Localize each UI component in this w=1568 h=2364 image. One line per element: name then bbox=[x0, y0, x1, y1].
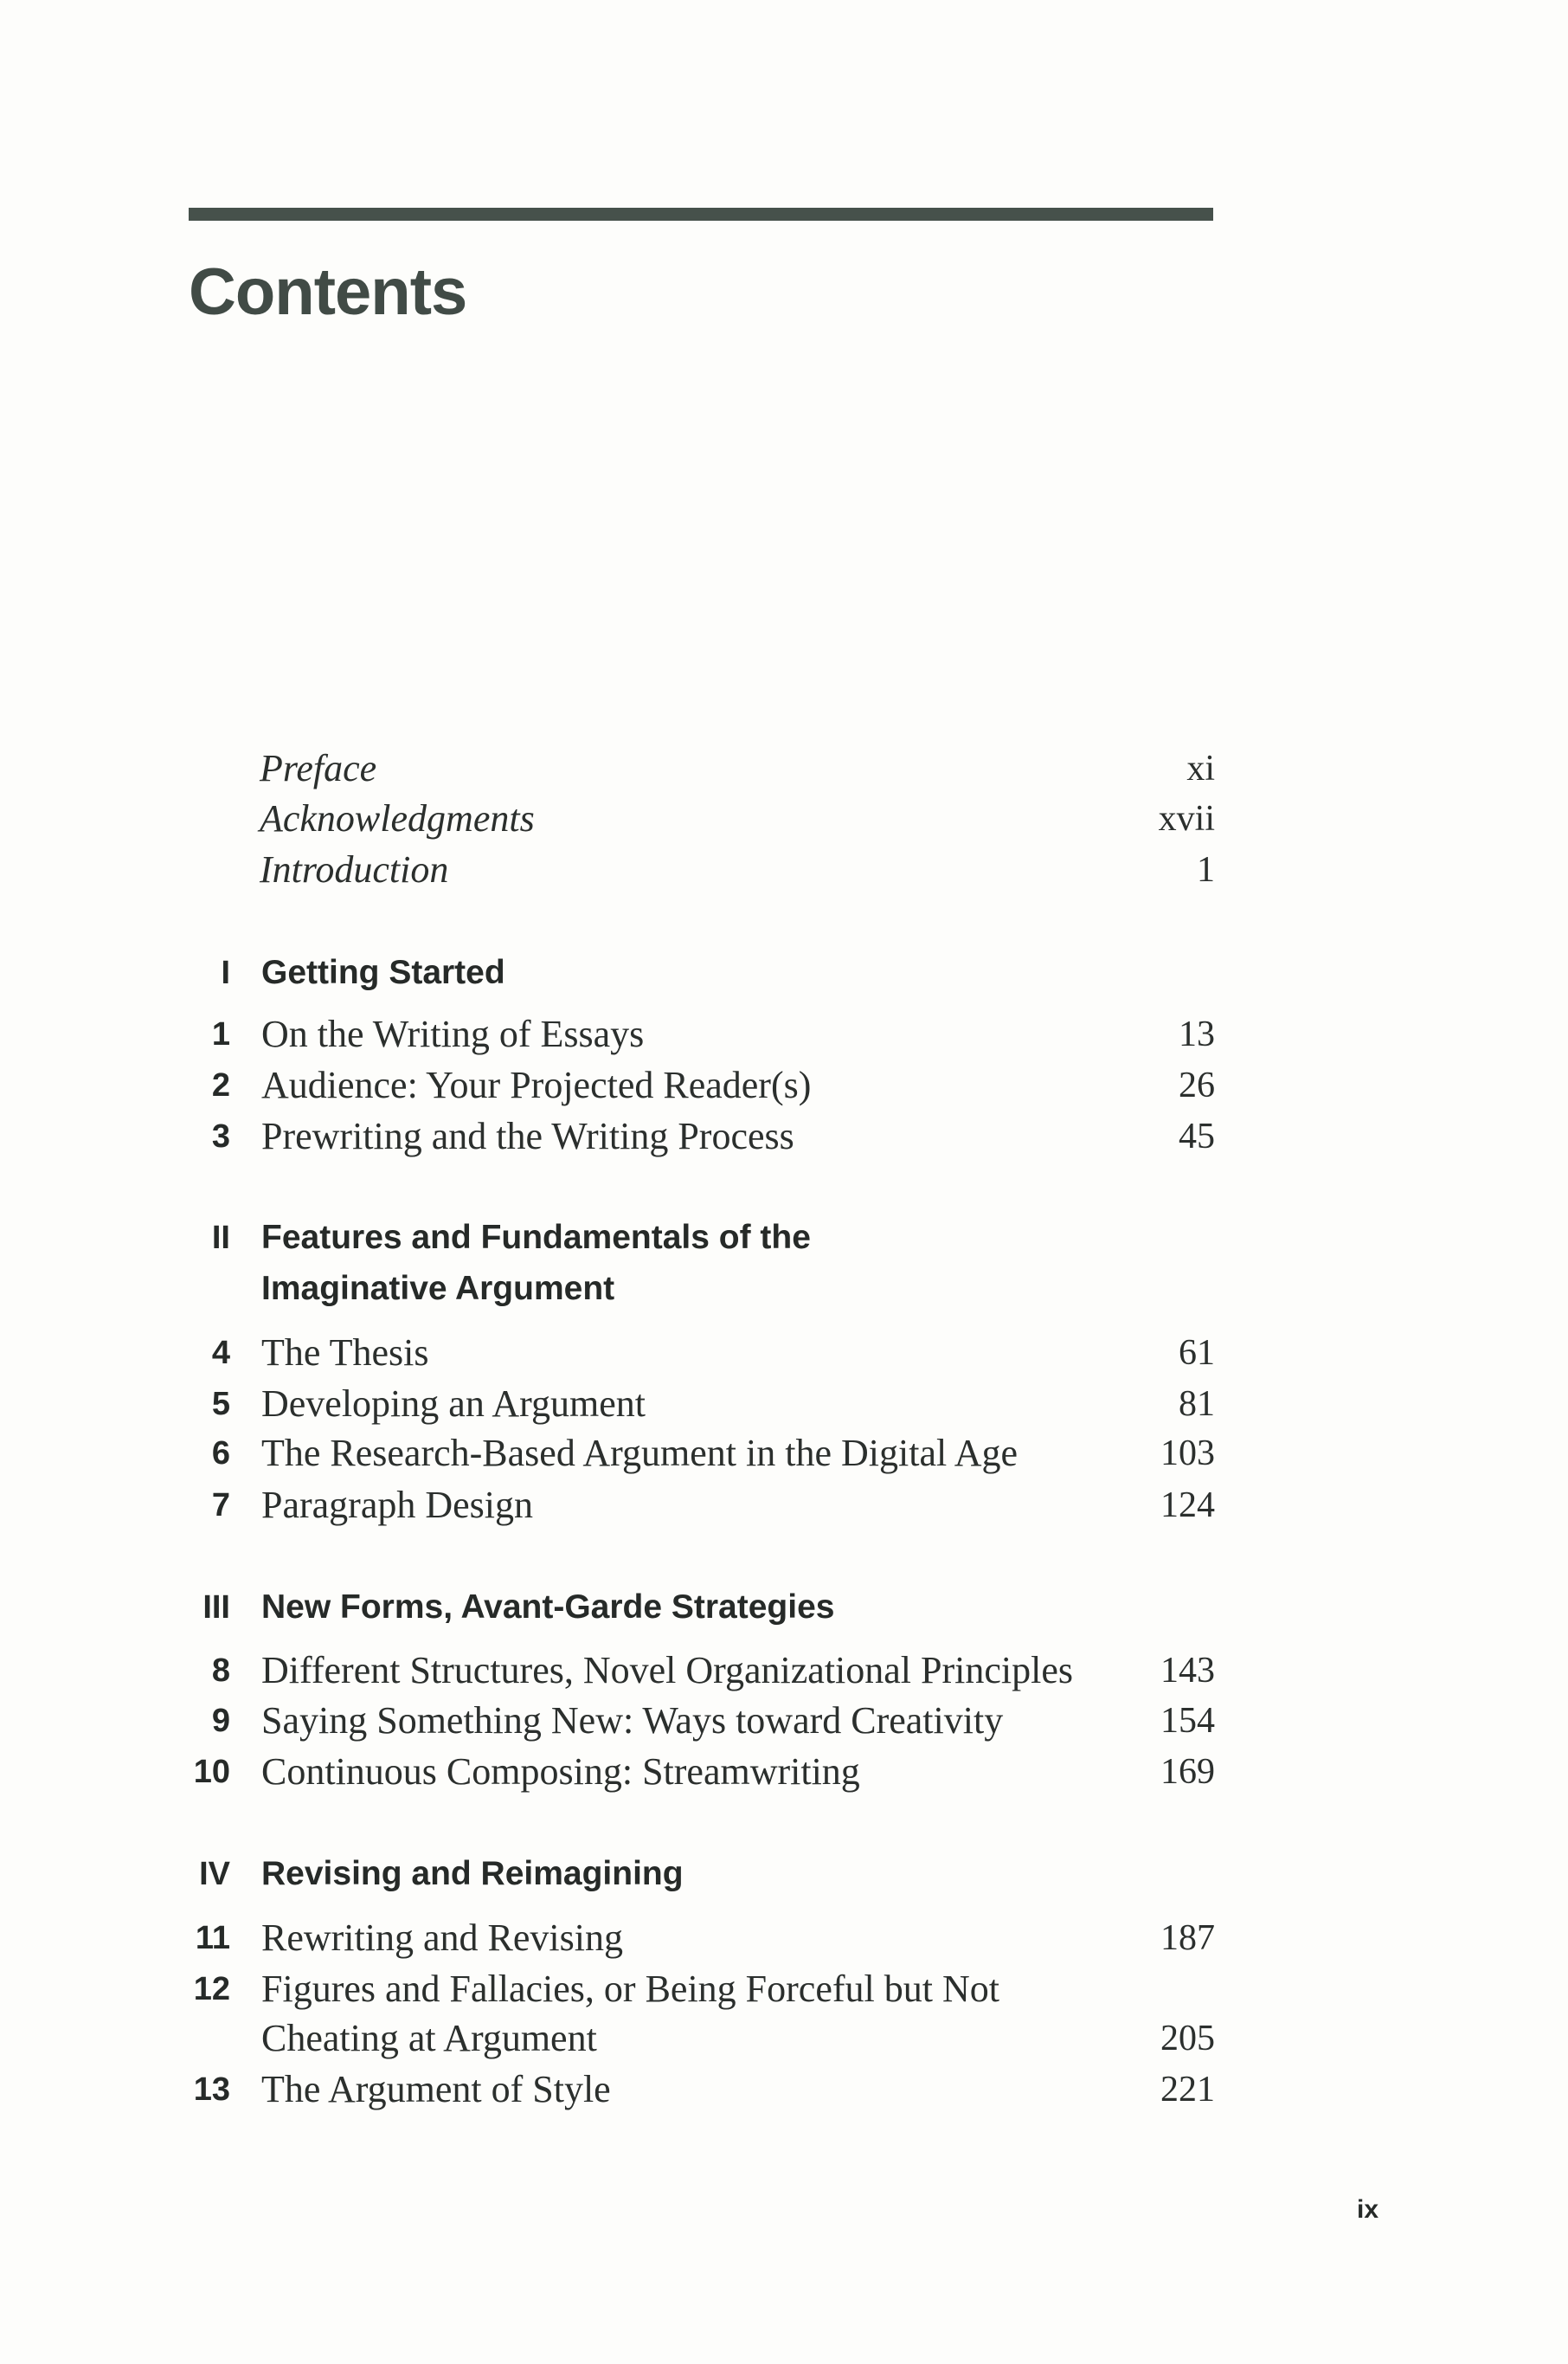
part-heading bbox=[0, 947, 1568, 999]
entry-page: xi bbox=[1186, 749, 1215, 789]
entry-page: 1 bbox=[1197, 850, 1215, 890]
chapter-page: 61 bbox=[1179, 1333, 1215, 1373]
part-numeral: I bbox=[221, 955, 230, 991]
entry-title: Preface bbox=[260, 747, 377, 789]
part-heading bbox=[0, 1848, 1568, 1900]
chapter-number: 10 bbox=[193, 1754, 230, 1790]
front-matter-entry bbox=[0, 793, 1568, 845]
chapter-entry bbox=[0, 1479, 1568, 1531]
chapter-title: Audience: Your Projected Reader(s) bbox=[261, 1064, 812, 1106]
chapter-title: Prewriting and the Writing Process bbox=[261, 1115, 794, 1157]
chapter-title: The Thesis bbox=[261, 1331, 429, 1374]
part-heading bbox=[0, 1581, 1568, 1633]
chapter-page: 187 bbox=[1160, 1918, 1215, 1958]
chapter-entry bbox=[0, 1746, 1568, 1798]
chapter-title: Paragraph Design bbox=[261, 1484, 534, 1526]
chapter-entry bbox=[0, 1427, 1568, 1479]
part-heading bbox=[0, 1212, 1568, 1264]
chapter-page: 124 bbox=[1160, 1485, 1215, 1525]
chapter-number: 8 bbox=[211, 1652, 230, 1689]
chapter-title: The Argument of Style bbox=[261, 2068, 611, 2110]
chapter-number: 11 bbox=[195, 1920, 230, 1956]
chapter-page: 26 bbox=[1179, 1066, 1215, 1105]
chapter-title: Developing an Argument bbox=[261, 1382, 646, 1425]
chapter-entry bbox=[0, 1695, 1568, 1747]
chapter-title: Continuous Composing: Streamwriting bbox=[261, 1750, 860, 1793]
chapter-entry bbox=[0, 1378, 1568, 1430]
chapter-number: 4 bbox=[211, 1335, 230, 1371]
chapter-page: 205 bbox=[1160, 2019, 1215, 2058]
heading-rule bbox=[189, 208, 1213, 221]
chapter-entry bbox=[0, 2013, 1568, 2064]
chapter-entry bbox=[0, 1912, 1568, 1964]
part-heading bbox=[0, 1263, 1568, 1315]
chapter-entry bbox=[0, 1008, 1568, 1060]
part-title: Getting Started bbox=[261, 954, 505, 991]
chapter-page: 221 bbox=[1160, 2070, 1215, 2110]
chapter-page: 81 bbox=[1179, 1384, 1215, 1424]
part-title: Imaginative Argument bbox=[261, 1270, 615, 1307]
chapter-entry bbox=[0, 1645, 1568, 1697]
entry-page: xvii bbox=[1158, 799, 1215, 839]
chapter-page: 143 bbox=[1160, 1651, 1215, 1691]
entry-title: Acknowledgments bbox=[260, 797, 535, 840]
chapter-number: 5 bbox=[211, 1386, 230, 1422]
chapter-page: 169 bbox=[1160, 1752, 1215, 1792]
chapter-title: Figures and Fallacies, or Being Forceful but Not bbox=[261, 1968, 999, 2010]
chapter-title: On the Writing of Essays bbox=[261, 1013, 645, 1055]
front-matter-entry bbox=[0, 844, 1568, 896]
chapter-page: 13 bbox=[1179, 1015, 1215, 1054]
entry-title: Introduction bbox=[260, 848, 449, 891]
front-matter-entry bbox=[0, 743, 1568, 795]
chapter-page: 103 bbox=[1160, 1433, 1215, 1473]
chapter-entry bbox=[0, 1327, 1568, 1379]
part-numeral: IV bbox=[199, 1856, 230, 1892]
part-title: Revising and Reimagining bbox=[261, 1855, 684, 1892]
chapter-entry bbox=[0, 2064, 1568, 2116]
chapter-entry bbox=[0, 1963, 1568, 2015]
chapter-number: 3 bbox=[211, 1118, 230, 1155]
chapter-number: 6 bbox=[211, 1435, 230, 1472]
chapter-title: Different Structures, Novel Organizational Principles bbox=[261, 1649, 1074, 1691]
chapter-number: 7 bbox=[211, 1487, 230, 1523]
chapter-number: 12 bbox=[193, 1971, 230, 2007]
chapter-title: Cheating at Argument bbox=[261, 2017, 597, 2059]
chapter-entry bbox=[0, 1060, 1568, 1111]
chapter-entry bbox=[0, 1111, 1568, 1163]
chapter-number: 1 bbox=[211, 1016, 230, 1053]
chapter-page: 154 bbox=[1160, 1701, 1215, 1741]
chapter-number: 2 bbox=[211, 1067, 230, 1104]
page-title: Contents bbox=[189, 255, 467, 329]
part-title: Features and Fundamentals of the bbox=[261, 1219, 811, 1256]
part-title: New Forms, Avant-Garde Strategies bbox=[261, 1588, 835, 1626]
chapter-title: The Research-Based Argument in the Digital Age bbox=[261, 1432, 1019, 1474]
page-number: ix bbox=[1357, 2195, 1379, 2224]
chapter-page: 45 bbox=[1179, 1117, 1215, 1156]
part-numeral: II bbox=[211, 1220, 230, 1256]
chapter-number: 9 bbox=[211, 1703, 230, 1739]
chapter-title: Rewriting and Revising bbox=[261, 1916, 623, 1959]
chapter-number: 13 bbox=[193, 2071, 230, 2108]
part-numeral: III bbox=[202, 1589, 230, 1626]
chapter-title: Saying Something New: Ways toward Creativity bbox=[261, 1699, 1004, 1742]
